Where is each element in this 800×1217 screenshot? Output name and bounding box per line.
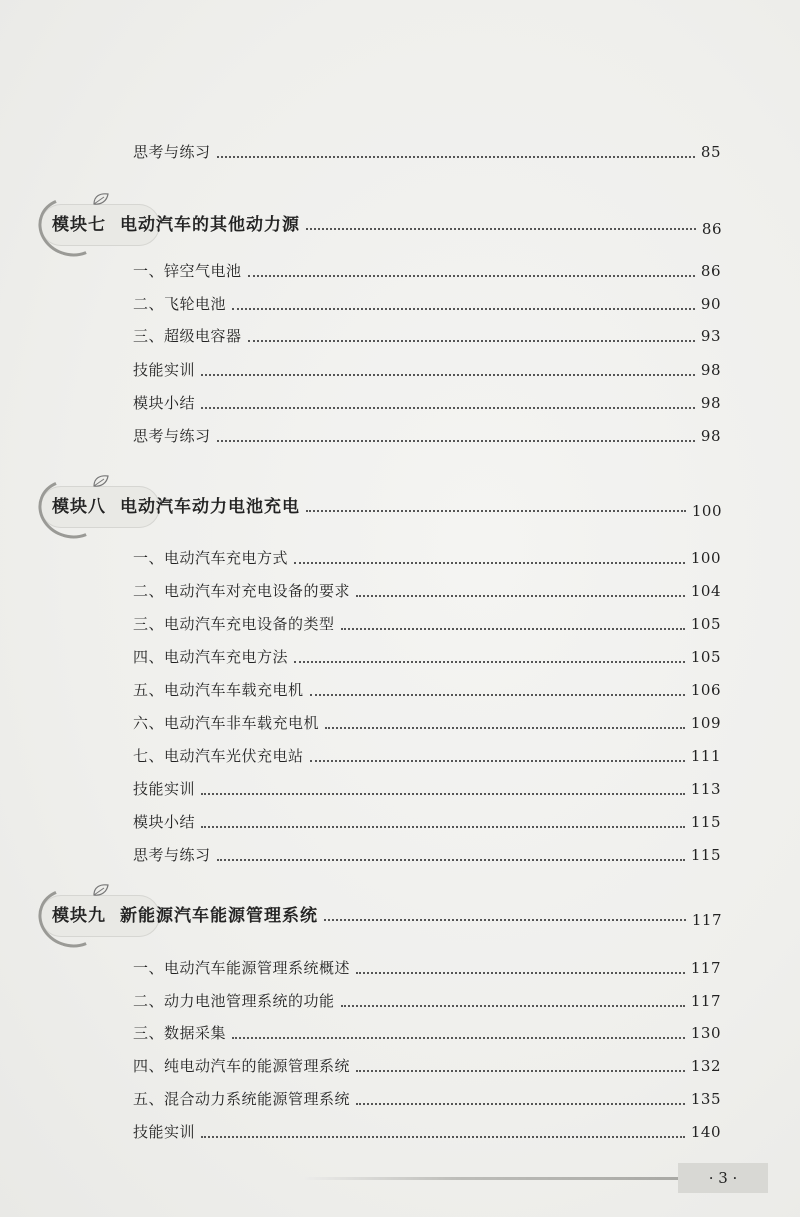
toc-entry-label: 三、数据采集	[133, 1024, 227, 1042]
module-number: 模块九	[52, 906, 106, 926]
module-title: 新能源汽车能源管理系统	[120, 906, 318, 926]
leaf-icon	[92, 192, 110, 206]
toc-entry	[133, 326, 721, 346]
toc-entry-label: 二、动力电池管理系统的功能	[133, 992, 335, 1010]
toc-entry-label: 思考与练习	[133, 427, 211, 445]
dot-leader	[306, 510, 686, 512]
module-heading	[52, 202, 722, 248]
dot-leader	[325, 727, 685, 729]
dot-leader	[248, 275, 695, 277]
dot-leader	[232, 1037, 685, 1039]
dot-leader	[356, 1070, 685, 1072]
dot-leader	[310, 694, 685, 696]
dot-leader	[201, 374, 695, 376]
toc-entry	[133, 360, 721, 380]
toc-entry-page: 117	[690, 992, 721, 1010]
dot-leader	[341, 628, 685, 630]
dot-leader	[217, 156, 695, 158]
dot-leader	[310, 760, 685, 762]
toc-entry-label: 一、电动汽车充电方式	[133, 549, 289, 567]
dot-leader	[232, 308, 695, 310]
module-heading	[52, 484, 722, 530]
module-page: 117	[691, 911, 722, 929]
footer-rule	[305, 1177, 685, 1180]
toc-entry-page: 104	[690, 582, 721, 600]
toc-entry	[133, 647, 721, 667]
toc-entry-label: 三、超级电容器	[133, 327, 242, 345]
toc-entry	[133, 958, 721, 978]
dot-leader	[201, 826, 685, 828]
leaf-icon	[92, 474, 110, 488]
toc-entry	[133, 1122, 721, 1142]
toc-entry-page: 98	[700, 394, 721, 412]
toc-entry	[133, 991, 721, 1011]
toc-entry	[133, 713, 721, 733]
toc-entry-label: 思考与练习	[133, 846, 211, 864]
toc-entry	[133, 1056, 721, 1076]
toc-entry-page: 140	[690, 1123, 721, 1141]
module-number: 模块八	[52, 497, 106, 517]
toc-entry-label: 三、电动汽车充电设备的类型	[133, 615, 335, 633]
dot-leader	[356, 1103, 685, 1105]
toc-entry-page: 132	[690, 1057, 721, 1075]
dot-leader	[217, 859, 685, 861]
toc-entry-page: 85	[700, 143, 721, 161]
toc-entry	[133, 680, 721, 700]
toc-entry-label: 四、电动汽车充电方法	[133, 648, 289, 666]
toc-entry-label: 五、混合动力系统能源管理系统	[133, 1090, 351, 1108]
leaf-icon	[92, 883, 110, 897]
toc-entry-label: 五、电动汽车车载充电机	[133, 681, 304, 699]
dot-leader	[248, 340, 695, 342]
toc-entry	[133, 142, 721, 162]
dot-leader	[294, 661, 685, 663]
toc-entry-page: 86	[700, 262, 721, 280]
module-title: 电动汽车动力电池充电	[120, 497, 300, 517]
dot-leader	[201, 793, 685, 795]
module-number: 模块七	[52, 215, 106, 235]
dot-leader	[201, 407, 695, 409]
dot-leader	[324, 919, 686, 921]
toc-entry-label: 一、电动汽车能源管理系统概述	[133, 959, 351, 977]
dot-leader	[306, 228, 696, 230]
toc-entry-page: 113	[690, 780, 721, 798]
module-title: 电动汽车的其他动力源	[120, 215, 300, 235]
toc-entry	[133, 261, 721, 281]
toc-entry-label: 思考与练习	[133, 143, 211, 161]
toc-entry-page: 98	[700, 427, 721, 445]
toc-entry-page: 90	[700, 295, 721, 313]
toc-entry-label: 技能实训	[133, 361, 196, 379]
dot-leader	[217, 440, 695, 442]
dot-leader	[356, 972, 685, 974]
toc-entry-label: 二、电动汽车对充电设备的要求	[133, 582, 351, 600]
toc-entry-page: 106	[690, 681, 721, 699]
toc-entry	[133, 393, 721, 413]
dot-leader	[341, 1005, 685, 1007]
toc-entry-page: 93	[700, 327, 721, 345]
toc-entry	[133, 548, 721, 568]
toc-entry-label: 四、纯电动汽车的能源管理系统	[133, 1057, 351, 1075]
toc-entry-page: 115	[690, 813, 721, 831]
dot-leader	[294, 562, 685, 564]
toc-entry-label: 七、电动汽车光伏充电站	[133, 747, 304, 765]
module-heading	[52, 893, 722, 939]
toc-entry-page: 98	[700, 361, 721, 379]
toc-entry	[133, 746, 721, 766]
toc-entry-page: 115	[690, 846, 721, 864]
toc-entry-label: 模块小结	[133, 813, 196, 831]
dot-leader	[201, 1136, 685, 1138]
toc-entry-page: 130	[690, 1024, 721, 1042]
toc-entry	[133, 779, 721, 799]
toc-entry	[133, 614, 721, 634]
toc-entry-page: 109	[690, 714, 721, 732]
toc-entry-page: 117	[690, 959, 721, 977]
toc-entry	[133, 1023, 721, 1043]
toc-entry	[133, 845, 721, 865]
toc-entry-page: 100	[690, 549, 721, 567]
toc-entry-label: 模块小结	[133, 394, 196, 412]
toc-entry-label: 一、锌空气电池	[133, 262, 242, 280]
toc-entry-page: 105	[690, 615, 721, 633]
toc-entry-page: 111	[690, 747, 721, 765]
toc-entry-label: 六、电动汽车非车载充电机	[133, 714, 320, 732]
toc-entry-label: 二、飞轮电池	[133, 295, 227, 313]
module-page: 100	[691, 502, 722, 520]
toc-entry-page: 105	[690, 648, 721, 666]
toc-entry	[133, 1089, 721, 1109]
toc-entry-label: 技能实训	[133, 1123, 196, 1141]
toc-entry	[133, 581, 721, 601]
dot-leader	[356, 595, 685, 597]
toc-entry-page: 135	[690, 1090, 721, 1108]
toc-entry	[133, 426, 721, 446]
page-number: · 3 ·	[678, 1163, 768, 1193]
toc-entry	[133, 294, 721, 314]
toc-entry-label: 技能实训	[133, 780, 196, 798]
module-page: 86	[701, 220, 722, 238]
toc-entry	[133, 812, 721, 832]
